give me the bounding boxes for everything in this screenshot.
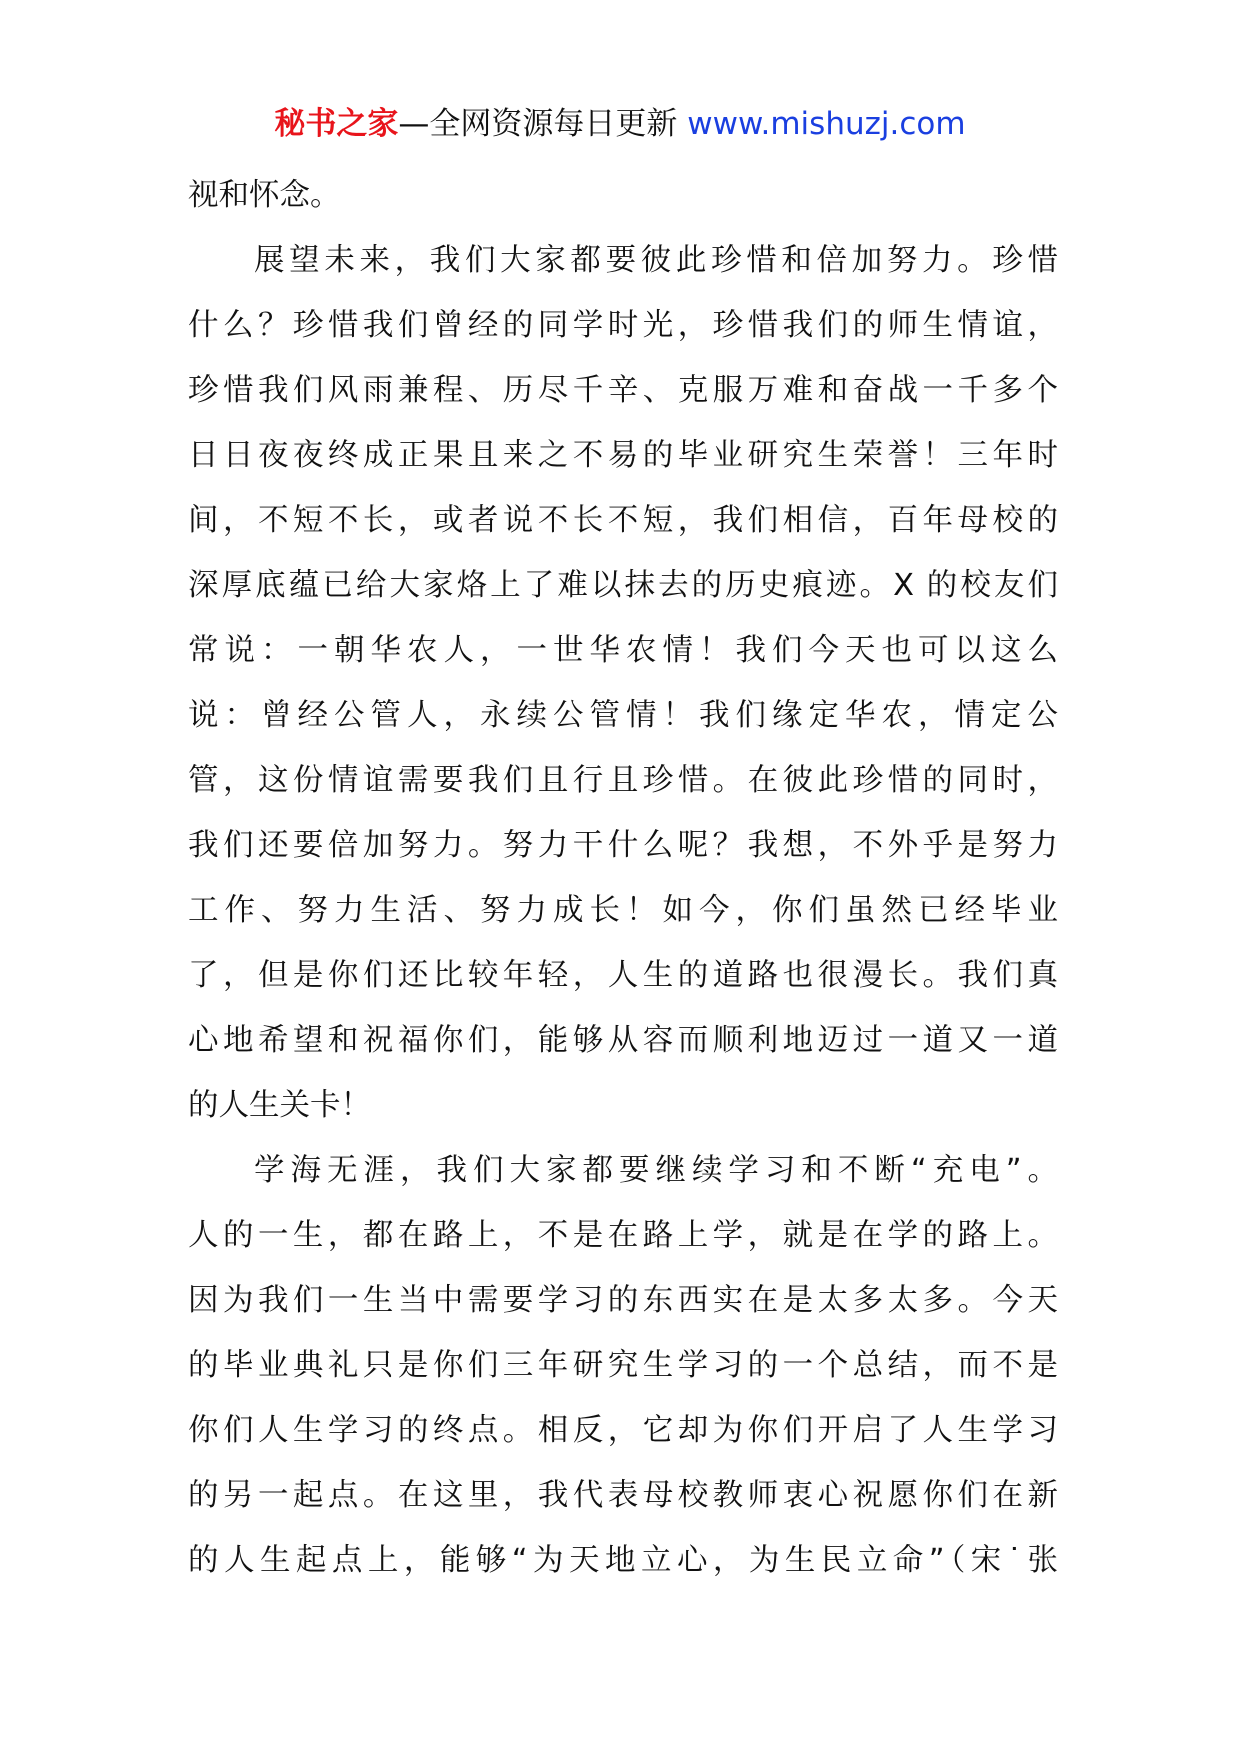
- text-line: 我们还要倍加努力。努力干什么呢？我想，不外乎是努力: [188, 828, 1058, 863]
- text-line: 视和怀念。: [188, 178, 341, 213]
- text-line: 的另一起点。在这里，我代表母校教师衷心祝愿你们在新: [188, 1478, 1058, 1513]
- text-line: 常说：一朝华农人，一世华农情！我们今天也可以这么: [188, 633, 1058, 668]
- text-line: 日日夜夜终成正果且来之不易的毕业研究生荣誉！三年时: [188, 438, 1058, 473]
- text-line: 说：曾经公管人，永续公管情！我们缘定华农，情定公: [188, 698, 1058, 733]
- text-line: 因为我们一生当中需要学习的东西实在是太多太多。今天: [188, 1283, 1058, 1318]
- text-line: 的人生起点上，能够“为天地立心，为生民立命”（宋˙张: [188, 1543, 1058, 1578]
- text-line: 的人生关卡！: [188, 1088, 371, 1123]
- text-line: 你们人生学习的终点。相反，它却为你们开启了人生学习: [188, 1413, 1058, 1448]
- text-line: 展望未来，我们大家都要彼此珍惜和倍加努力。珍惜: [254, 243, 1058, 278]
- text-line: 深厚底蕴已给大家烙上了难以抹去的历史痕迹。X 的校友们: [188, 568, 1058, 603]
- text-line: 什么？珍惜我们曾经的同学时光，珍惜我们的师生情谊，: [188, 308, 1058, 343]
- header-tagline: —全网资源每日更新: [398, 106, 688, 142]
- page-header: [0, 102, 1240, 146]
- text-line: 学海无涯，我们大家都要继续学习和不断“充电”。: [254, 1153, 1058, 1188]
- text-line: 间，不短不长，或者说不长不短，我们相信，百年母校的: [188, 503, 1058, 538]
- document-body: [188, 163, 1058, 1593]
- text-line: 管，这份情谊需要我们且行且珍惜。在彼此珍惜的同时，: [188, 763, 1058, 798]
- text-line: 的毕业典礼只是你们三年研究生学习的一个总结，而不是: [188, 1348, 1058, 1383]
- brand-name: 秘书之家: [274, 106, 399, 142]
- site-url-link[interactable]: www.mishuzj.com: [687, 106, 966, 142]
- text-line: 工作、努力生活、努力成长！如今，你们虽然已经毕业: [188, 893, 1058, 928]
- text-line: 心地希望和祝福你们，能够从容而顺利地迈过一道又一道: [188, 1023, 1058, 1058]
- text-line: 珍惜我们风雨兼程、历尽千辛、克服万难和奋战一千多个: [188, 373, 1058, 408]
- text-line: 了，但是你们还比较年轻，人生的道路也很漫长。我们真: [188, 958, 1058, 993]
- text-line: 人的一生，都在路上，不是在路上学，就是在学的路上。: [188, 1218, 1058, 1253]
